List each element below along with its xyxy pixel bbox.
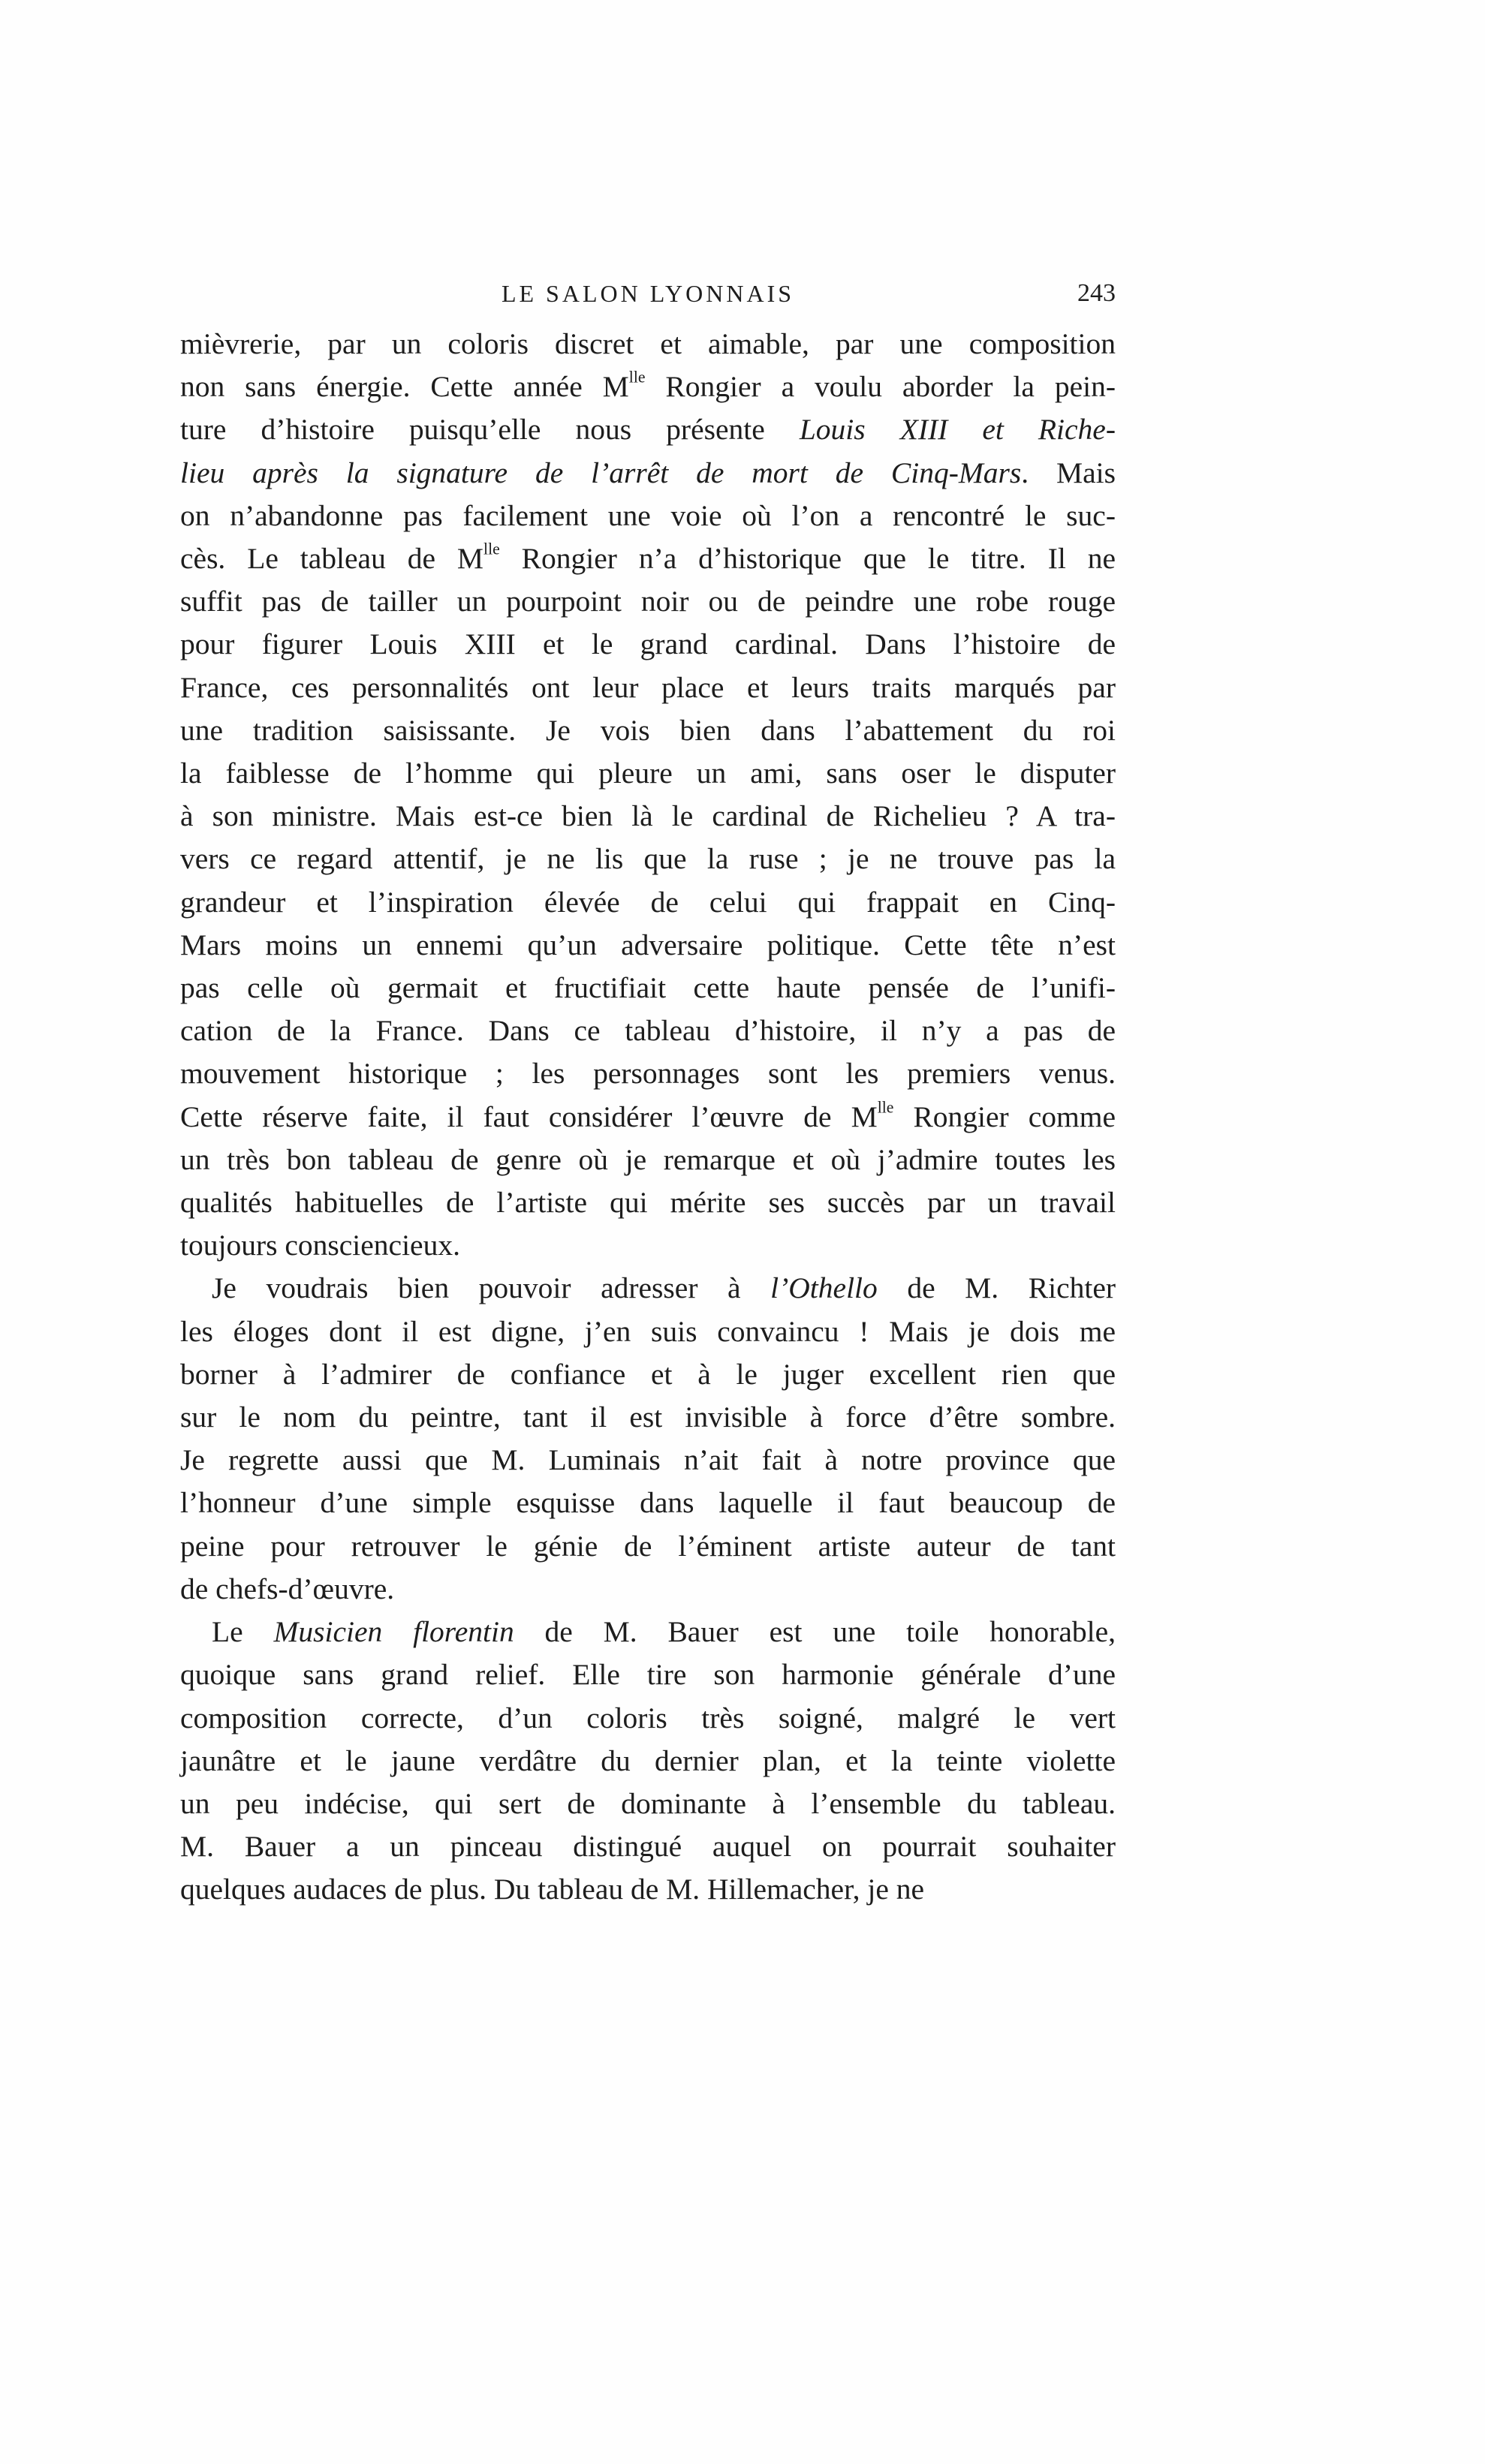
text-line [180,452,1116,495]
text-run: peine pour retrouver le génie de l’éminent artiste auteur de tant [180,1529,1116,1563]
text-line [180,323,1116,366]
text-run: pour figurer Louis XIII et le grand cardinal. Dans l’histoire de [180,627,1116,661]
page-header [180,275,1116,312]
text-run: Je voudrais bien pouvoir adresser à [212,1271,771,1305]
text-line [180,1224,1116,1267]
text-line [180,1653,1116,1696]
superscript-abbrev: lle [483,540,500,558]
text-run: les éloges dont il est digne, j’en suis convaincu ! Mais je dois me [180,1314,1116,1348]
text-line [180,1396,1116,1439]
body-text [180,323,1116,1912]
text-run: quoique sans grand relief. Elle tire son harmonie générale d’une [180,1658,1116,1692]
text-line [180,1009,1116,1052]
paragraph-3 [180,1611,1116,1911]
text-run: la faiblesse de l’homme qui pleure un ami, sans oser le disputer [180,757,1116,790]
text-run: vers ce regard attentif, je ne lis que la ruse ; je ne trouve pas la [180,842,1116,876]
text-run: grandeur et l’inspiration élevée de celui qui frappait en Cinq- [180,885,1116,919]
text-line [180,795,1116,838]
paragraph-1 [180,323,1116,1267]
text-run: composition correcte, d’un coloris très soigné, malgré le vert [180,1701,1116,1734]
text-run: Rongier comme [893,1100,1116,1133]
text-line [180,1525,1116,1568]
text-line [180,623,1116,666]
text-run: . Mais [1021,456,1116,489]
text-run: une tradition saisissante. Je vois bien dans l’abattement du roi [180,713,1116,747]
text-run: pas celle où germait et fructifiait cette haute pensée de l’unifi- [180,971,1116,1005]
text-run: mièvrerie, par un coloris discret et aimable, par une composition [180,327,1116,360]
text-line [180,495,1116,537]
text-run: borner à l’admirer de confiance et à le juger excellent rien que [180,1357,1116,1391]
text-run: Cette réserve faite, il faut considérer l’œuvre de M [180,1100,878,1133]
text-line [180,408,1116,451]
superscript-abbrev: lle [628,368,646,387]
italic-title: Louis XIII et Riche- [799,413,1116,447]
text-line [180,1139,1116,1181]
text-run: de M. Richter [877,1271,1116,1305]
text-line [180,1482,1116,1524]
text-run: cès. Le tableau de M [180,542,484,576]
text-line [180,1439,1116,1482]
text-line [180,1868,1116,1911]
text-line [180,1096,1116,1139]
text-line [180,666,1116,709]
text-run: Rongier n’a d’historique que le titre. Il ne [499,542,1116,576]
text-run: ture d’histoire puisqu’elle nous présente [180,413,800,447]
text-run: mouvement historique ; les personnages sont les premiers venus. [180,1057,1116,1091]
text-line [180,924,1116,967]
text-line [180,1310,1116,1353]
text-line [180,537,1116,580]
text-line [180,580,1116,623]
superscript-abbrev: lle [877,1098,894,1117]
text-run: cation de la France. Dans ce tableau d’histoire, il n’y a pas de [180,1014,1116,1048]
text-run: suffit pas de tailler un pourpoint noir ou de peindre une robe rouge [180,585,1116,618]
text-line [180,1697,1116,1740]
text-line [180,1052,1116,1095]
paragraph-2 [180,1267,1116,1611]
text-run: sur le nom du peintre, tant il est invisible à force d’être sombre. [180,1400,1116,1434]
text-line [180,838,1116,880]
text-line [180,366,1116,408]
text-run: à son ministre. Mais est-ce bien là le cardinal de Richelieu ? A tra- [180,799,1116,833]
text-run: non sans énergie. Cette année M [180,370,629,404]
text-line [180,1181,1116,1224]
running-title: LE SALON LYONNAIS [501,280,795,307]
text-line [180,1740,1116,1783]
text-line [180,1267,1116,1310]
text-line [180,1568,1116,1611]
text-line [180,881,1116,924]
text-run: de chefs-d’œuvre. [180,1572,395,1605]
text-run: toujours consciencieux. [180,1229,460,1262]
italic-title: lieu après la signature de l’arrêt de mort de Cinq-Mars [180,456,1022,489]
text-run: Je regrette aussi que M. Luminais n’ait fait à notre province que [180,1443,1116,1477]
text-run: un peu indécise, qui sert de dominante à l’ensemble du tableau. [180,1786,1116,1820]
text-run: Rongier a voulu aborder la pein- [645,370,1116,404]
text-run: M. Bauer a un pinceau distingué auquel on pourrait souhaiter [180,1830,1116,1864]
text-line [180,1353,1116,1396]
text-run: l’honneur d’une simple esquisse dans laquelle il faut beaucoup de [180,1486,1116,1520]
text-line [180,752,1116,795]
text-run: jaunâtre et le jaune verdâtre du dernier plan, et la teinte violette [180,1743,1116,1777]
text-run: un très bon tableau de genre où je remarque et où j’admire toutes les [180,1142,1116,1176]
italic-title: Musicien florentin [273,1615,514,1649]
text-line [180,967,1116,1009]
text-run: on n’abandonne pas facilement une voie où l’on a rencontré le suc- [180,498,1116,532]
text-line [180,1783,1116,1825]
text-run: Mars moins un ennemi qu’un adversaire politique. Cette tête n’est [180,928,1116,961]
italic-title: l’Othello [770,1271,878,1305]
text-line [180,1825,1116,1868]
text-line [180,1611,1116,1653]
page-number: 243 [1077,279,1116,307]
text-run: France, ces personnalités ont leur place et leurs traits marqués par [180,670,1116,704]
text-run: Le [212,1615,274,1649]
text-run: qualités habituelles de l’artiste qui mérite ses succès par un travail [180,1186,1116,1220]
text-run: de M. Bauer est une toile honorable, [514,1615,1116,1649]
text-run: quelques audaces de plus. Du tableau de M. Hillemacher, je ne [180,1873,925,1906]
text-line [180,709,1116,752]
